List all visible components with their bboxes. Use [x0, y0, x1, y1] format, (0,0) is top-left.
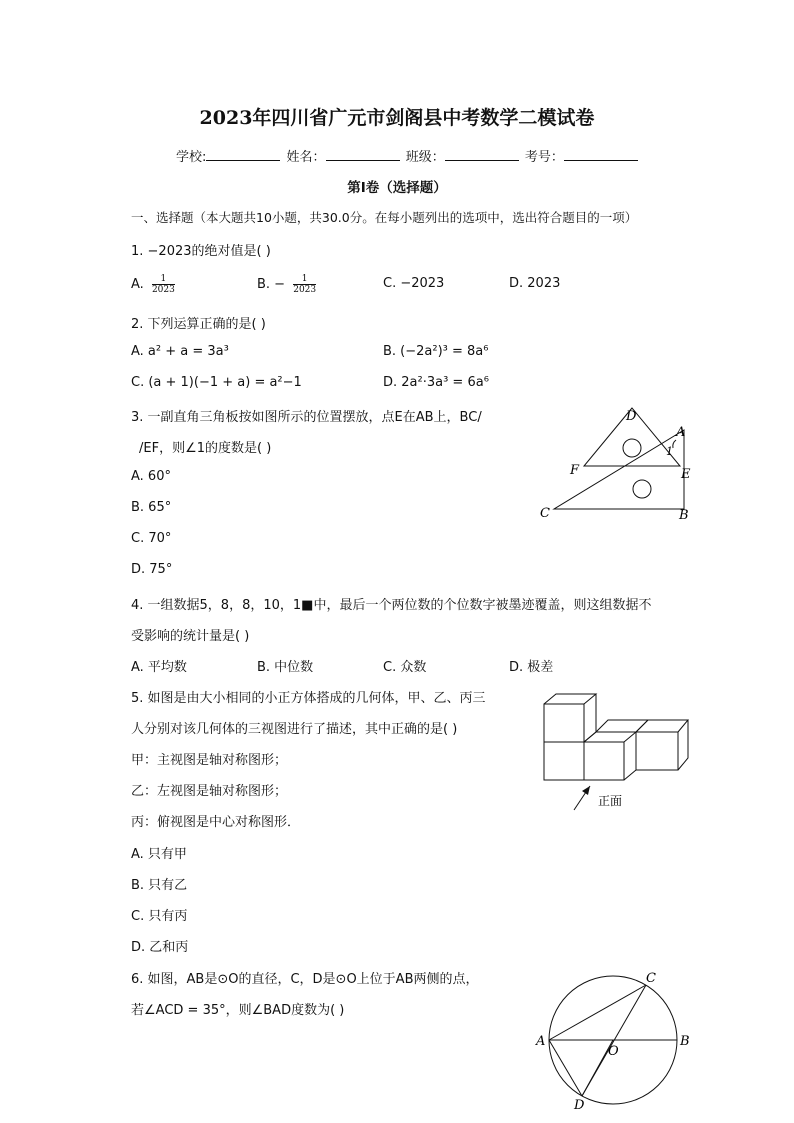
label-e: E	[681, 467, 691, 482]
cube-back-top-1	[596, 720, 648, 732]
school-label: 学校:	[176, 150, 207, 165]
student-info-line	[176, 146, 640, 165]
question-4-option-a: A. 平均数	[131, 660, 187, 675]
circle-figure	[534, 966, 694, 1112]
name-label: 姓名：	[286, 150, 326, 165]
question-4-stem-line1: 4. 一组数据5，8，8，10，1■中，最后一个两位数的个位数字被墨迹覆盖，则这组数据不	[131, 598, 652, 613]
fraction-a-denominator: 2023	[151, 285, 175, 295]
part-heading: 一、选择题（本大题共10小题，共30.0分。在每小题列出的选项中，选出符合题目的一项）	[131, 210, 638, 225]
option-a-label: A.	[131, 277, 144, 292]
question-6-stem-line1: 6. 如图，AB是⊙O的直径，C，D是⊙O上位于AB两侧的点，	[131, 972, 479, 987]
cube-middle-side	[624, 732, 636, 780]
class-label: 班级：	[405, 150, 445, 165]
id-label: 考号：	[524, 150, 564, 165]
circle-hole-lower	[633, 480, 651, 498]
question-3-stem-line1: 3. 一副直角三角板按如图所示的位置摆放，点E在AB上，BC/	[131, 410, 482, 425]
school-blank[interactable]	[206, 148, 280, 161]
label-d: D	[626, 409, 637, 424]
section-title: 第I卷（选择题）	[347, 180, 447, 196]
question-3-option-a: A. 60°	[131, 469, 171, 484]
angle-1-arc	[673, 440, 676, 448]
question-5-option-b: B. 只有乙	[131, 878, 188, 893]
question-4-option-d: D. 极差	[509, 660, 554, 675]
question-5-option-c: C. 只有丙	[131, 909, 188, 924]
label-c: C	[540, 506, 550, 521]
question-1-option-b	[257, 274, 316, 295]
view-arrow-head	[582, 786, 590, 795]
question-5-claim-bing: 丙：俯视图是中心对称图形．	[131, 815, 301, 830]
cube-front-left-bottom	[544, 742, 584, 780]
question-2-option-a: A. a² + a = 3a³	[131, 344, 229, 359]
question-5-stem-line1: 5. 如图是由大小相同的小正方体搭成的几何体，甲、乙、丙三	[131, 691, 486, 706]
page-title: 2023年四川省广元市剑阁县中考数学二模试卷	[199, 107, 595, 129]
fraction-a	[152, 274, 175, 295]
question-5-option-a: A. 只有甲	[131, 847, 187, 862]
id-blank[interactable]	[564, 148, 638, 161]
cube-middle-top	[584, 732, 636, 742]
chord-ac	[549, 985, 646, 1040]
label-d-point: D	[574, 1098, 585, 1112]
label-b-point: B	[680, 1034, 690, 1049]
label-a-point: A	[536, 1034, 546, 1049]
question-4-option-b: B. 中位数	[257, 660, 314, 675]
cube-figure	[538, 686, 694, 812]
question-3-option-d: D. 75°	[131, 562, 173, 577]
label-a: A	[676, 425, 686, 440]
label-b: B	[679, 508, 689, 523]
name-blank[interactable]	[326, 148, 400, 161]
label-angle-1: 1	[666, 445, 673, 458]
question-5-stem-line2: 人分别对该几何体的三视图进行了描述，其中正确的是( )	[131, 722, 458, 737]
cube-top-face	[544, 694, 596, 704]
question-3-option-c: C. 70°	[131, 531, 172, 546]
fraction-b-denominator: 2023	[293, 285, 317, 295]
question-2-stem: 2. 下列运算正确的是( )	[131, 317, 266, 332]
question-1-option-a	[131, 274, 175, 295]
question-1-stem: 1. −2023的绝对值是( )	[131, 244, 271, 259]
question-5-option-d: D. 乙和丙	[131, 940, 189, 955]
question-4-stem-line2: 受影响的统计量是( )	[131, 629, 250, 644]
question-3-option-b: B. 65°	[131, 500, 172, 515]
cube-back-top-2	[636, 720, 688, 732]
fraction-b-numerator: 1	[293, 274, 316, 285]
triangle-figure	[536, 404, 696, 524]
question-5-claim-yi: 乙：左视图是轴对称图形；	[131, 784, 288, 799]
question-4-option-c: C. 众数	[383, 660, 427, 675]
fraction-a-numerator: 1	[152, 274, 175, 285]
fraction-b	[293, 274, 316, 295]
cube-side-face	[584, 694, 596, 742]
cube-front-middle	[584, 742, 624, 780]
question-2-option-d: D. 2a²·3a³ = 6a⁶	[383, 375, 489, 390]
front-view-label: 正面	[598, 794, 623, 808]
question-6-stem-line2: 若∠ACD = 35°，则∠BAD度数为( )	[131, 1003, 345, 1018]
cube-back-side	[678, 720, 688, 770]
class-blank[interactable]	[445, 148, 519, 161]
label-f: F	[570, 463, 580, 478]
cube-back-front	[636, 732, 678, 770]
question-2-option-b: B. (−2a²)³ = 8a⁶	[383, 344, 489, 359]
chord-ad	[549, 1040, 582, 1096]
label-c-point: C	[646, 971, 656, 986]
label-o-center: O	[608, 1044, 619, 1059]
option-b-label: B. −	[257, 277, 286, 292]
cube-front-left-top	[544, 704, 584, 742]
question-1-option-d: D. 2023	[509, 276, 561, 291]
question-1-option-c: C. −2023	[383, 276, 445, 291]
circle-hole-upper	[623, 439, 641, 457]
question-5-claim-jia: 甲：主视图是轴对称图形；	[131, 753, 288, 768]
question-2-option-c: C. (a + 1)(−1 + a) = a²−1	[131, 375, 302, 390]
question-3-stem-line2: /EF，则∠1的度数是( )	[139, 441, 272, 456]
